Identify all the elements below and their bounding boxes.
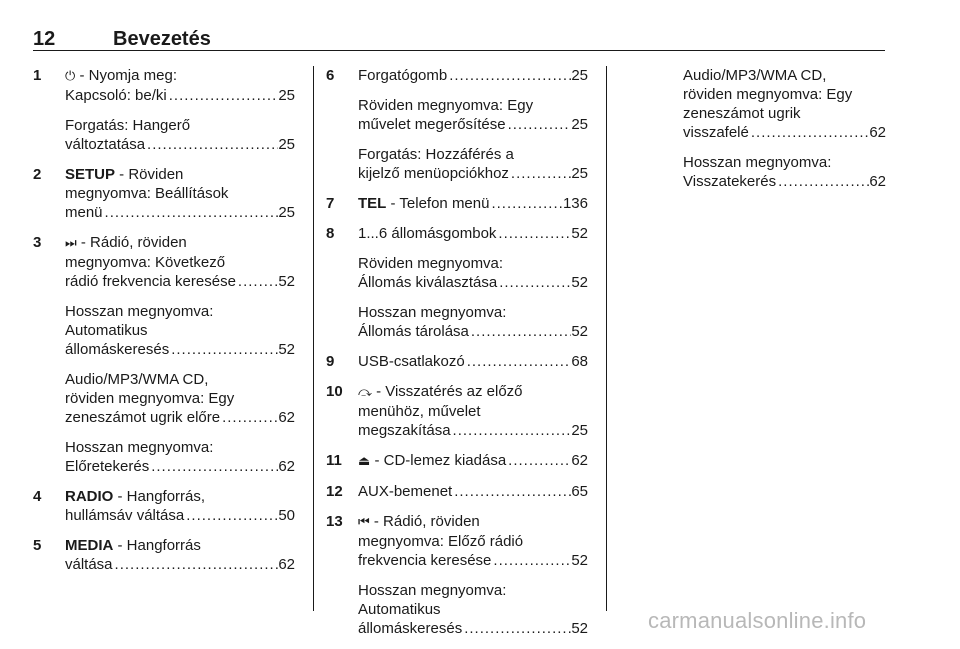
page-reference: 62 — [571, 452, 588, 469]
button-keyword: TEL — [358, 195, 387, 212]
entry-text — [683, 172, 776, 191]
entry-label: Előretekerés — [65, 458, 150, 475]
entry-body — [358, 194, 588, 213]
entry-text — [65, 117, 190, 134]
entry-label: Audio/MP3/WMA CD, — [683, 67, 827, 84]
column-left — [33, 66, 295, 585]
entry-paragraph — [65, 438, 295, 476]
entry-text — [683, 123, 749, 142]
text-line — [65, 321, 295, 340]
entry-label: Hosszan megnyomva: — [358, 582, 507, 599]
entry-text — [358, 451, 506, 471]
entry-paragraph — [65, 165, 295, 222]
dot-leader — [776, 172, 869, 191]
text-line — [65, 536, 295, 555]
button-keyword: SETUP — [65, 166, 116, 183]
page-reference: 52 — [571, 225, 588, 242]
entry-text — [358, 513, 480, 530]
entry-paragraph — [358, 66, 588, 85]
entry-label: - Nyomja meg: — [75, 67, 177, 84]
entry-text — [65, 234, 187, 251]
dot-leader — [451, 421, 572, 440]
entry-label: - Rádió, röviden — [369, 513, 480, 530]
index-entry — [33, 536, 295, 574]
entry-text — [358, 97, 533, 114]
index-line — [65, 457, 295, 476]
eject-icon: ⏏ — [358, 454, 371, 469]
entry-body — [65, 66, 295, 154]
entry-body — [358, 224, 588, 341]
page-reference: 25 — [278, 136, 295, 153]
text-line — [65, 253, 295, 272]
index-line — [358, 482, 588, 501]
entry-body — [65, 487, 295, 525]
entry-text — [358, 304, 506, 321]
power-icon: ⏻ — [65, 69, 76, 84]
index-line — [358, 322, 588, 341]
dot-leader — [149, 457, 278, 476]
entry-text — [65, 555, 113, 574]
text-line — [358, 402, 588, 421]
entry-body — [65, 165, 295, 222]
entry-label: Forgatás: Hangerő — [65, 117, 191, 134]
index-line — [65, 506, 295, 525]
entry-label: 1...6 állomásgombok — [358, 225, 497, 242]
page-title: Bevezetés — [113, 28, 211, 50]
entry-text — [683, 67, 826, 84]
page-number: 12 — [33, 28, 56, 50]
entry-label: megnyomva: Előző rádió — [358, 533, 524, 550]
index-entry — [33, 165, 295, 222]
index-line — [65, 408, 295, 427]
entry-paragraph — [358, 512, 588, 570]
entry-label: visszafelé — [683, 124, 749, 141]
text-line — [683, 153, 886, 172]
index-line — [65, 272, 295, 291]
entry-label: Hosszan megnyomva: — [65, 439, 214, 456]
dot-leader — [167, 86, 279, 105]
index-line — [683, 123, 886, 142]
dot-leader — [145, 135, 278, 154]
next-track-icon: ⏭ — [65, 236, 77, 251]
page-reference: 25 — [571, 116, 588, 133]
entry-text — [358, 551, 491, 570]
entry-text — [65, 135, 145, 154]
entry-number: 6 — [326, 67, 335, 84]
entry-body — [683, 66, 886, 191]
entry-text — [65, 457, 149, 476]
entry-number: 4 — [33, 488, 42, 505]
page-reference: 65 — [571, 483, 588, 500]
entry-text — [683, 105, 801, 122]
page-reference: 52 — [278, 273, 295, 290]
page-reference: 50 — [278, 507, 295, 524]
index-entry — [326, 512, 588, 638]
entry-text — [65, 185, 228, 202]
entry-paragraph — [358, 352, 588, 371]
entry-body — [65, 233, 295, 476]
index-line — [358, 551, 588, 570]
entry-text — [65, 340, 169, 359]
entry-label: Forgatógomb — [358, 67, 448, 84]
dot-leader — [496, 224, 571, 243]
index-entry — [651, 66, 886, 191]
entry-paragraph — [65, 233, 295, 291]
entry-label: váltása — [65, 556, 113, 573]
column-middle — [326, 66, 588, 649]
entry-text — [358, 164, 509, 183]
dot-leader — [103, 203, 279, 222]
entry-label: zeneszámot ugrik előre — [65, 409, 221, 426]
dot-leader — [509, 164, 571, 183]
entry-paragraph — [358, 145, 588, 183]
page-reference: 25 — [571, 165, 588, 182]
entry-label: frekvencia keresése — [358, 552, 492, 569]
page-reference: 62 — [869, 124, 886, 141]
text-line — [65, 389, 295, 408]
entry-label: röviden megnyomva: Egy — [683, 86, 853, 103]
back-icon: ⤼ — [358, 385, 372, 400]
page-reference: 52 — [571, 323, 588, 340]
page-reference: 136 — [562, 195, 588, 212]
dot-leader — [469, 322, 571, 341]
entry-label: menü — [65, 204, 103, 221]
dot-leader — [236, 272, 278, 291]
column-divider — [606, 66, 607, 611]
entry-label: Hosszan megnyomva: — [683, 154, 832, 171]
entry-paragraph — [358, 96, 588, 134]
entry-label: megszakítása — [358, 422, 451, 439]
dot-leader — [497, 273, 571, 292]
index-line — [358, 451, 588, 471]
entry-label: megnyomva: Következő — [65, 254, 226, 271]
entry-number: 3 — [33, 234, 42, 251]
entry-paragraph — [65, 487, 295, 525]
text-line — [65, 66, 295, 86]
dot-leader — [489, 194, 563, 213]
page-reference: 25 — [278, 204, 295, 221]
index-entry — [326, 194, 588, 213]
entry-paragraph — [65, 116, 295, 154]
entry-label: állomáskeresés — [65, 341, 170, 358]
text-line — [358, 532, 588, 551]
index-entry — [326, 66, 588, 183]
text-line — [65, 233, 295, 253]
entry-label: Röviden megnyomva: — [358, 255, 504, 272]
entry-text — [65, 67, 177, 84]
index-entry — [326, 382, 588, 440]
text-line — [358, 96, 588, 115]
entry-text — [358, 482, 452, 501]
page-reference: 62 — [278, 458, 295, 475]
entry-body — [358, 382, 588, 440]
entry-label: zeneszámot ugrik — [683, 105, 801, 122]
entry-text — [65, 371, 208, 388]
entry-text — [358, 273, 497, 292]
index-line — [358, 352, 588, 371]
button-keyword: RADIO — [65, 488, 114, 505]
dot-leader — [184, 506, 278, 525]
entry-text — [65, 272, 236, 291]
entry-text — [65, 439, 213, 456]
page-reference: 52 — [571, 620, 588, 637]
entry-label: - Telefon menü — [386, 195, 490, 212]
index-line — [358, 115, 588, 134]
entry-paragraph — [358, 451, 588, 471]
text-line — [65, 370, 295, 389]
entry-paragraph — [358, 254, 588, 292]
entry-paragraph — [358, 382, 588, 440]
entry-body — [65, 536, 295, 574]
dot-leader — [447, 66, 571, 85]
entry-number: 2 — [33, 166, 42, 183]
dot-leader — [452, 482, 571, 501]
entry-label: Hosszan megnyomva: — [65, 303, 214, 320]
entry-text — [358, 403, 481, 420]
index-entry — [326, 482, 588, 501]
entry-body — [358, 512, 588, 638]
entry-number: 10 — [326, 383, 343, 400]
dot-leader — [462, 619, 571, 638]
index-line — [358, 421, 588, 440]
index-entry — [33, 487, 295, 525]
entry-number: 5 — [33, 537, 42, 554]
column-divider — [313, 66, 314, 611]
entry-number: 13 — [326, 513, 343, 530]
text-line — [65, 116, 295, 135]
entry-text — [683, 154, 831, 171]
entry-text — [358, 322, 469, 341]
entry-paragraph — [358, 194, 588, 213]
entry-text — [358, 533, 523, 550]
text-line — [65, 487, 295, 506]
index-entry — [326, 451, 588, 471]
entry-label: menühöz, művelet — [358, 403, 481, 420]
page-reference: 52 — [571, 274, 588, 291]
column-right — [651, 66, 886, 202]
index-line — [358, 194, 588, 213]
entry-paragraph — [358, 303, 588, 341]
entry-body — [358, 352, 588, 371]
index-line — [65, 86, 295, 105]
text-line — [65, 302, 295, 321]
entry-label: - Hangforrás, — [113, 488, 206, 505]
entry-label: változtatása — [65, 136, 146, 153]
entry-label: megnyomva: Beállítások — [65, 185, 229, 202]
index-line — [358, 164, 588, 183]
entry-paragraph — [358, 224, 588, 243]
entry-number: 11 — [326, 452, 342, 469]
entry-text — [358, 619, 462, 638]
entry-number: 12 — [326, 483, 343, 500]
entry-label: művelet megerősítése — [358, 116, 506, 133]
index-line — [65, 135, 295, 154]
entry-label: Állomás kiválasztása — [358, 274, 498, 291]
text-line — [358, 600, 588, 619]
entry-text — [358, 421, 451, 440]
index-line — [65, 203, 295, 222]
entry-label: - Hangforrás — [113, 537, 201, 554]
page-reference: 25 — [571, 422, 588, 439]
entry-body — [358, 451, 588, 471]
dot-leader — [113, 555, 279, 574]
entry-label: - Visszatérés az előző — [371, 383, 523, 400]
entry-text — [358, 255, 503, 272]
entry-number: 7 — [326, 195, 335, 212]
text-line — [358, 512, 588, 532]
entry-text — [65, 303, 213, 320]
page-reference: 52 — [571, 552, 588, 569]
index-line — [65, 555, 295, 574]
entry-text — [65, 166, 183, 183]
page-reference: 52 — [278, 341, 295, 358]
entry-label: - Röviden — [115, 166, 184, 183]
entry-text — [358, 224, 496, 243]
entry-label: Visszatekerés — [683, 173, 777, 190]
entry-paragraph — [358, 482, 588, 501]
entry-body — [358, 66, 588, 183]
entry-text — [358, 352, 465, 371]
entry-label: Kapcsoló: be/ki — [65, 87, 167, 104]
entry-text — [358, 582, 506, 599]
entry-label: rádió frekvencia keresése — [65, 273, 236, 290]
entry-text — [65, 408, 220, 427]
text-line — [683, 66, 886, 85]
dot-leader — [491, 551, 571, 570]
entry-paragraph — [65, 66, 295, 105]
entry-text — [683, 86, 852, 103]
entry-label: állomáskeresés — [358, 620, 463, 637]
page-reference: 62 — [869, 173, 886, 190]
entry-text — [65, 322, 148, 339]
entry-label: Forgatás: Hozzáférés a — [358, 146, 514, 163]
entry-label: USB-csatlakozó — [358, 353, 465, 370]
entry-paragraph — [65, 302, 295, 359]
dot-leader — [506, 115, 572, 134]
entry-number: 9 — [326, 353, 335, 370]
dot-leader — [220, 408, 278, 427]
entry-text — [65, 537, 201, 554]
button-keyword: MEDIA — [65, 537, 114, 554]
entry-label: kijelző menüopciókhoz — [358, 165, 509, 182]
entry-label: - Rádió, röviden — [76, 234, 187, 251]
text-line — [358, 581, 588, 600]
entry-label: Automatikus — [65, 322, 148, 339]
entry-text — [358, 115, 506, 134]
text-line — [65, 438, 295, 457]
entry-text — [65, 488, 205, 505]
entry-text — [358, 194, 489, 213]
page-reference: 62 — [278, 409, 295, 426]
dot-leader — [506, 451, 571, 471]
index-entry — [33, 66, 295, 154]
entry-label: - CD-lemez kiadása — [370, 452, 507, 469]
text-line — [358, 303, 588, 322]
entry-paragraph — [358, 581, 588, 638]
entry-text — [358, 146, 514, 163]
entry-text — [358, 601, 441, 618]
index-line — [358, 273, 588, 292]
previous-track-icon: ⏮ — [358, 515, 370, 530]
entry-text — [65, 254, 225, 271]
entry-label: Állomás tárolása — [358, 323, 469, 340]
dot-leader — [169, 340, 278, 359]
index-entry — [326, 224, 588, 341]
text-line — [683, 85, 886, 104]
page-header — [33, 28, 885, 51]
watermark: carmanualsonline.info — [648, 608, 867, 633]
entry-label: Automatikus — [358, 601, 441, 618]
index-line — [358, 619, 588, 638]
text-line — [358, 254, 588, 273]
entry-label: hullámsáv váltása — [65, 507, 185, 524]
text-line — [65, 165, 295, 184]
entry-text — [65, 390, 234, 407]
entry-number: 8 — [326, 225, 335, 242]
index-line — [358, 66, 588, 85]
page-reference: 62 — [278, 556, 295, 573]
text-line — [358, 145, 588, 164]
entry-text — [65, 86, 167, 105]
page-reference: 25 — [571, 67, 588, 84]
entry-paragraph — [683, 66, 886, 142]
entry-paragraph — [65, 370, 295, 427]
entry-label: Hosszan megnyomva: — [358, 304, 507, 321]
entry-body — [358, 482, 588, 501]
index-line — [683, 172, 886, 191]
entry-paragraph — [683, 153, 886, 191]
text-line — [65, 184, 295, 203]
entry-label: AUX-bemenet — [358, 483, 453, 500]
entry-number: 1 — [33, 67, 42, 84]
text-line — [683, 104, 886, 123]
entry-paragraph — [65, 536, 295, 574]
entry-text — [65, 203, 103, 222]
entry-text — [65, 506, 184, 525]
index-entry — [326, 352, 588, 371]
dot-leader — [465, 352, 572, 371]
entry-text — [358, 383, 523, 400]
entry-text — [358, 66, 447, 85]
page-reference: 25 — [278, 87, 295, 104]
entry-label: röviden megnyomva: Egy — [65, 390, 235, 407]
index-line — [358, 224, 588, 243]
index-line — [65, 340, 295, 359]
entry-label: Röviden megnyomva: Egy — [358, 97, 534, 114]
page-reference: 68 — [571, 353, 588, 370]
entry-label: Audio/MP3/WMA CD, — [65, 371, 209, 388]
index-entry — [33, 233, 295, 476]
text-line — [358, 382, 588, 402]
dot-leader — [749, 123, 869, 142]
